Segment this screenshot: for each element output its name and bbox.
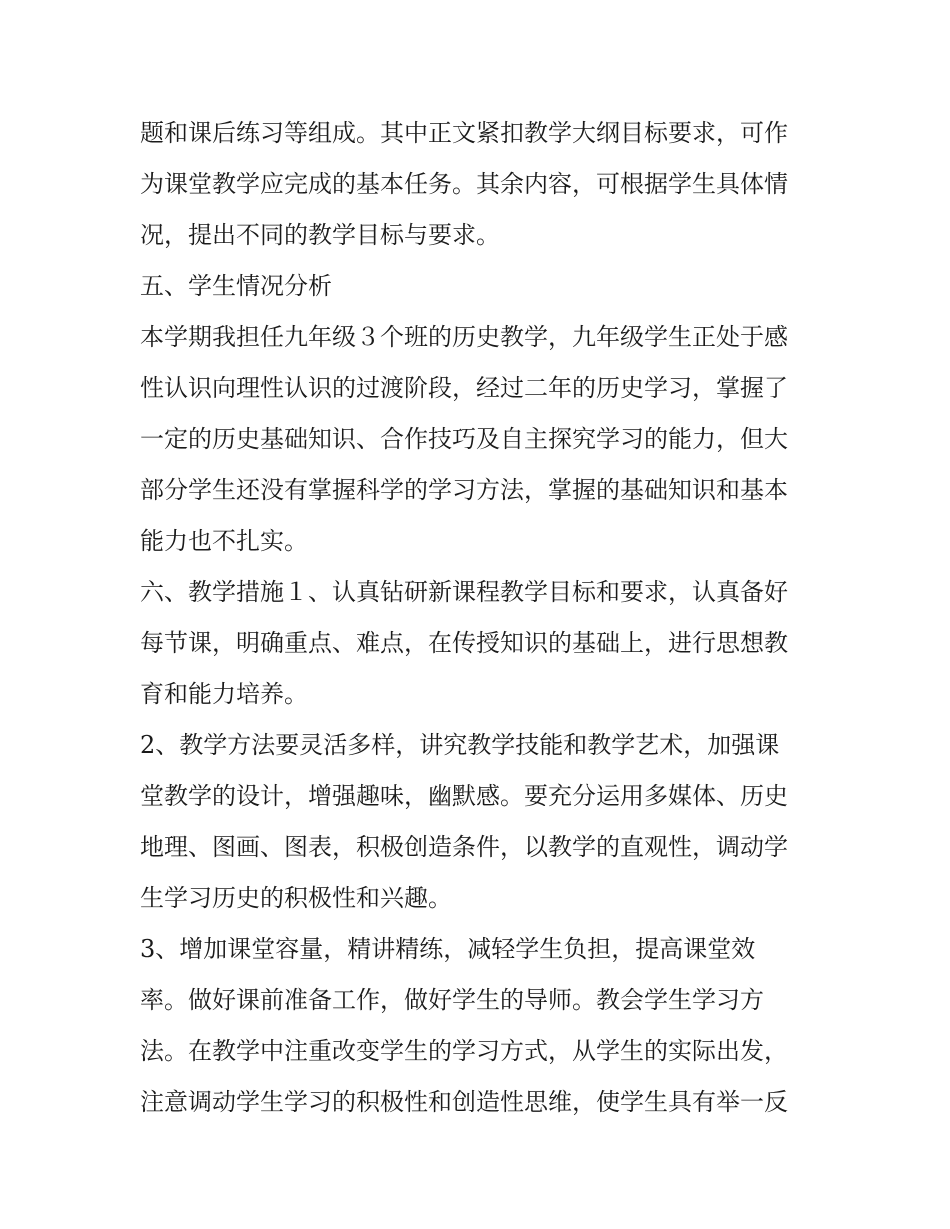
text-line: 2、教学方法要灵活多样，讲究教学技能和教学艺术，加强课 — [140, 731, 780, 759]
paragraph-course-content — [140, 108, 830, 261]
paragraph-student-analysis — [140, 312, 830, 567]
text-line: 地理、图画、图表，积极创造条件，以教学的直观性，调动学 — [140, 833, 788, 861]
paragraph-teaching-measures-1 — [140, 567, 830, 720]
text-line: 题和课后练习等组成。其中正文紧扣教学大纲目标要求，可作 — [140, 119, 788, 147]
text-line: 本学期我担任九年级３个班的历史教学，九年级学生正处于感 — [140, 323, 788, 351]
text-line: 部分学生还没有掌握科学的学习方法，掌握的基础知识和基本 — [140, 476, 788, 504]
section-heading-student-analysis — [140, 261, 830, 312]
text-line: 3、增加课堂容量，精讲精练，减轻学生负担，提高课堂效 — [140, 935, 756, 963]
text-line: 堂教学的设计，增强趣味，幽默感。要充分运用多媒体、历史 — [140, 782, 788, 810]
text-line: 性认识向理性认识的过渡阶段，经过二年的历史学习，掌握了 — [140, 374, 788, 402]
text-line: 育和能力培养。 — [140, 680, 308, 708]
paragraph-teaching-measures-2 — [140, 720, 830, 924]
document-body — [140, 108, 830, 1128]
heading-text: 五、学生情况分析 — [140, 272, 332, 300]
text-line: 况，提出不同的教学目标与要求。 — [140, 221, 500, 249]
text-line: 注意调动学生学习的积极性和创造性思维，使学生具有举一反 — [140, 1088, 788, 1116]
text-line: 能力也不扎实。 — [140, 527, 308, 555]
text-line: 法。在教学中注重改变学生的学习方式，从学生的实际出发， — [140, 1037, 788, 1065]
text-line: 一定的历史基础知识、合作技巧及自主探究学习的能力，但大 — [140, 425, 788, 453]
text-line: 生学习历史的积极性和兴趣。 — [140, 884, 452, 912]
paragraph-teaching-measures-3 — [140, 924, 830, 1128]
text-line: 六、教学措施１、认真钻研新课程教学目标和要求，认真备好 — [140, 578, 788, 606]
text-line: 率。做好课前准备工作，做好学生的导师。教会学生学习方 — [140, 986, 764, 1014]
text-line: 每节课，明确重点、难点，在传授知识的基础上，进行思想教 — [140, 629, 788, 657]
text-line: 为课堂教学应完成的基本任务。其余内容，可根据学生具体情 — [140, 170, 788, 198]
